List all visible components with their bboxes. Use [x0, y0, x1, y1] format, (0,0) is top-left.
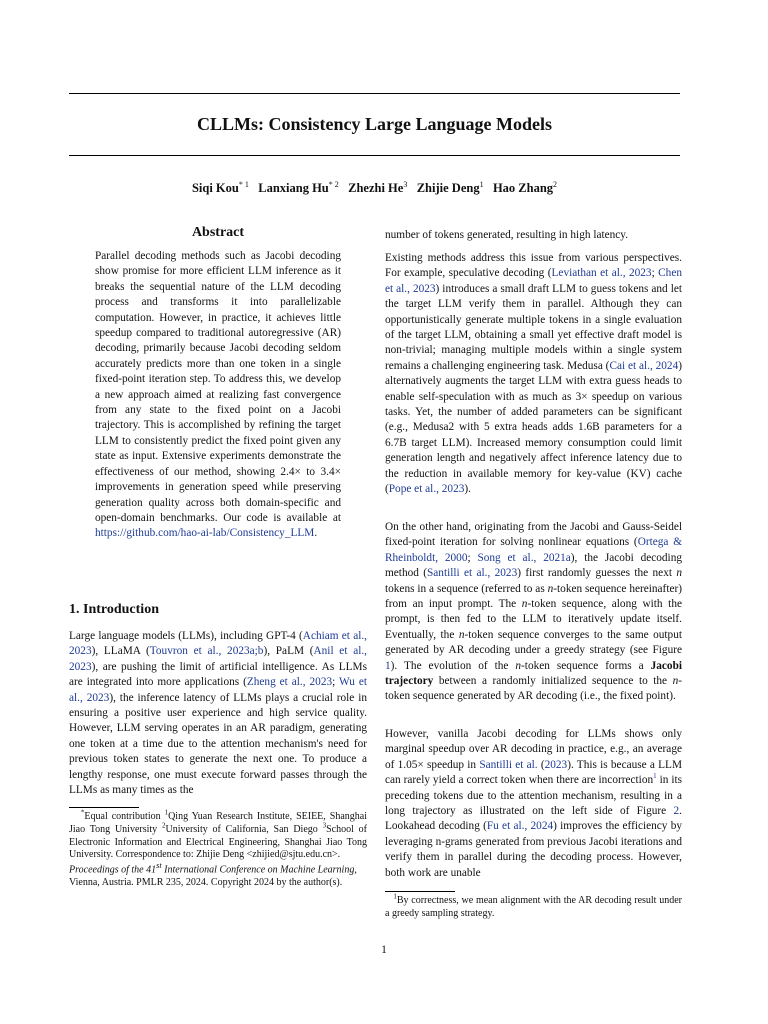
- paragraph: However, vanilla Jacobi decoding for LLMs shows only marginal speedup over AR decoding in practice, e.g., an average of 1.05× speedup in Santilli et al. (2023). This is because a LLM can rarely yield a correct token when there are incorrection$^1$ in its preceding tokens due to the attention mechanism, resulting in a long trajectory as illustrated on the left side of Figure 2. Lookahead decoding (Fu et al., 2024) improves the efficiency by leveraging n-grams generated from previous Jacobi iterations and verify them in parallel during the decoding process. However, both work are unable: [385, 728, 683, 879]
- citation-link[interactable]: Cai et al., 2024: [609, 359, 679, 372]
- intro-paragraph: Large language models (LLMs), including GPT-4 (Achiam et al., 2023), LLaMA (Touvron et al., 2023a;b), PaLM (Anil et al., 2023), are pushing the limit of artificial intelligence. As LLMs are integrated into more applications (Zheng et al., 2023; Wu et al., 2023), the inference latency of LLMs plays a crucial role in ensuring a positive user experience and high service quality. However, LLM serving operates in an AR paradigm, generating one token at a time due to the attention mechanism's need for previous token states to generate the next one. To produce a lengthy response, one must execute forward passes through the LLMs as many times as the: [69, 630, 367, 797]
- code-link[interactable]: https://github.com/hao-ai-lab/Consistency_LLM: [95, 527, 315, 540]
- author: Zhezhi He$^3$: [348, 180, 408, 196]
- footnote-affiliations: *Equal contribution $^1$Qing Yuan Research Institute, SEIEE, Shanghai Jiao Tong University $^2$University of California, San Diego $^3$School of Electronic Information and Electrical Engineering, Shanghai Jiao Tong University. Correspondence to: Zhijie Deng <zhijied@sjtu.edu.cn>.: [69, 808, 368, 861]
- citation-link[interactable]: Chen et al., 2023: [385, 267, 682, 295]
- author-list: [69, 180, 680, 196]
- footnote-rule: [69, 807, 139, 808]
- page-number: 1: [381, 944, 387, 956]
- author: Siqi Kou$^{* 1}$: [191, 180, 249, 196]
- author: Hao Zhang$^2$: [492, 180, 558, 196]
- citation-link[interactable]: Leviathan et al., 2023: [551, 267, 652, 280]
- citation-link[interactable]: Pope et al., 2023: [388, 483, 465, 496]
- footnote-marker[interactable]: 1: [653, 772, 657, 781]
- section-heading-introduction: 1. Introduction: [69, 602, 159, 617]
- citation-link[interactable]: Zheng et al., 2023: [246, 676, 333, 689]
- citation-link[interactable]: Wu et al., 2023: [69, 676, 367, 704]
- citation-link[interactable]: Achiam et al., 2023: [69, 630, 367, 658]
- author: Zhijie Deng$^1$: [416, 180, 484, 196]
- abstract-body: Parallel decoding methods such as Jacobi decoding show promise for more efficient LLM inference as it breaks the sequential nature of the LLM decoding process and transforms it into parallelizable computation. However, in practice, it achieves little speedup compared to traditional autoregressive (AR) decoding, primarily because Jacobi decoding seldom accurately predicts more than one token in a single fixed-point iteration step. To address this, we develop a new approach aimed at realizing fast convergence from any state to the fixed point on a Jacobi trajectory. This is accomplished by refining the target LLM to consistently predict the fixed point given any state as input. Extensive experiments demonstrate the effectiveness of our method, showing 2.4× to 3.4× improvements in generation speed while preserving generation quality across both domain-specific and open-domain benchmarks. Our code is available at https://github.com/hao-ai-lab/Consistency_LLM.: [95, 250, 341, 540]
- citation-link[interactable]: Santilli et al.: [479, 758, 538, 771]
- citation-link[interactable]: Touvron et al., 2023a;b: [149, 645, 264, 658]
- author: Lanxiang Hu$^{* 2}$: [258, 180, 339, 196]
- abstract-heading: Abstract: [191, 225, 245, 240]
- figure-link[interactable]: 2: [673, 805, 680, 818]
- citation-link[interactable]: Song et al., 2021a: [477, 551, 571, 564]
- citation-link[interactable]: Ortega & Rheinboldt, 2000: [385, 536, 682, 564]
- title-rule: [69, 155, 680, 156]
- paragraph: number of tokens generated, resulting in high latency.: [385, 229, 629, 241]
- citation-link[interactable]: Fu et al., 2024: [486, 820, 554, 833]
- figure-link[interactable]: 1: [385, 659, 391, 672]
- proceedings-note: Proceedings of the 41st International Conference on Machine Learning, Vienna, Austria. PMLR 235, 2024. Copyright 2024 by the author(s).: [69, 861, 357, 889]
- paragraph: Existing methods address this issue from various perspectives. For example, speculative decoding (Leviathan et al., 2023; Chen et al., 2023) introduces a small draft LLM to guess tokens and let the target LLM verify them in parallel. Although they can opportunistically generate multiple tokens in a single evaluation of the target LLM, obtaining a small yet effective draft model is non-trivial; managing multiple models within a single system remains a challenging engineering task. Medusa (Cai et al., 2024) alternatively augments the target LLM with extra guess heads to enable self-speculation with as much as 3× speedup on various tasks. Yet, the number of added parameters can be significant (e.g., Medusa2 with 5 extra heads adds 1.6B parameters for a 6.7B target LLM). Increased memory consumption could limit generation length and negatively affect inference latency due to the reduction in available memory for key-value (KV) cache (Pope et al., 2023).: [385, 252, 682, 496]
- paragraph: On the other hand, originating from the Jacobi and Gauss-Seidel fixed-point iteration for solving nonlinear equations (Ortega & Rheinboldt, 2000; Song et al., 2021a), the Jacobi decoding method (Santilli et al., 2023) first randomly guesses the next n tokens in a sequence (referred to as n-token sequence hereinafter) from an input prompt. The n-token sequence, along with the prompt, is then fed to the LLM to iteratively update itself. Eventually, the n-token sequence converges to the same output generated by AR decoding under a greedy strategy (see Figure 1). The evolution of the n-token sequence forms a Jacobi trajectory between a randomly initialized sequence to the n-token sequence generated by AR decoding (i.e., the fixed point).: [385, 521, 682, 703]
- footnote-correctness: $^1$By correctness, we mean alignment with the AR decoding result under a greedy sampling strategy.: [385, 892, 682, 919]
- citation-link[interactable]: 2023: [544, 758, 568, 771]
- top-rule: [69, 93, 680, 94]
- paper-title: CLLMs: Consistency Large Language Models: [197, 114, 552, 134]
- citation-link[interactable]: Anil et al., 2023: [69, 645, 367, 673]
- citation-link[interactable]: Santilli et al., 2023: [427, 567, 518, 580]
